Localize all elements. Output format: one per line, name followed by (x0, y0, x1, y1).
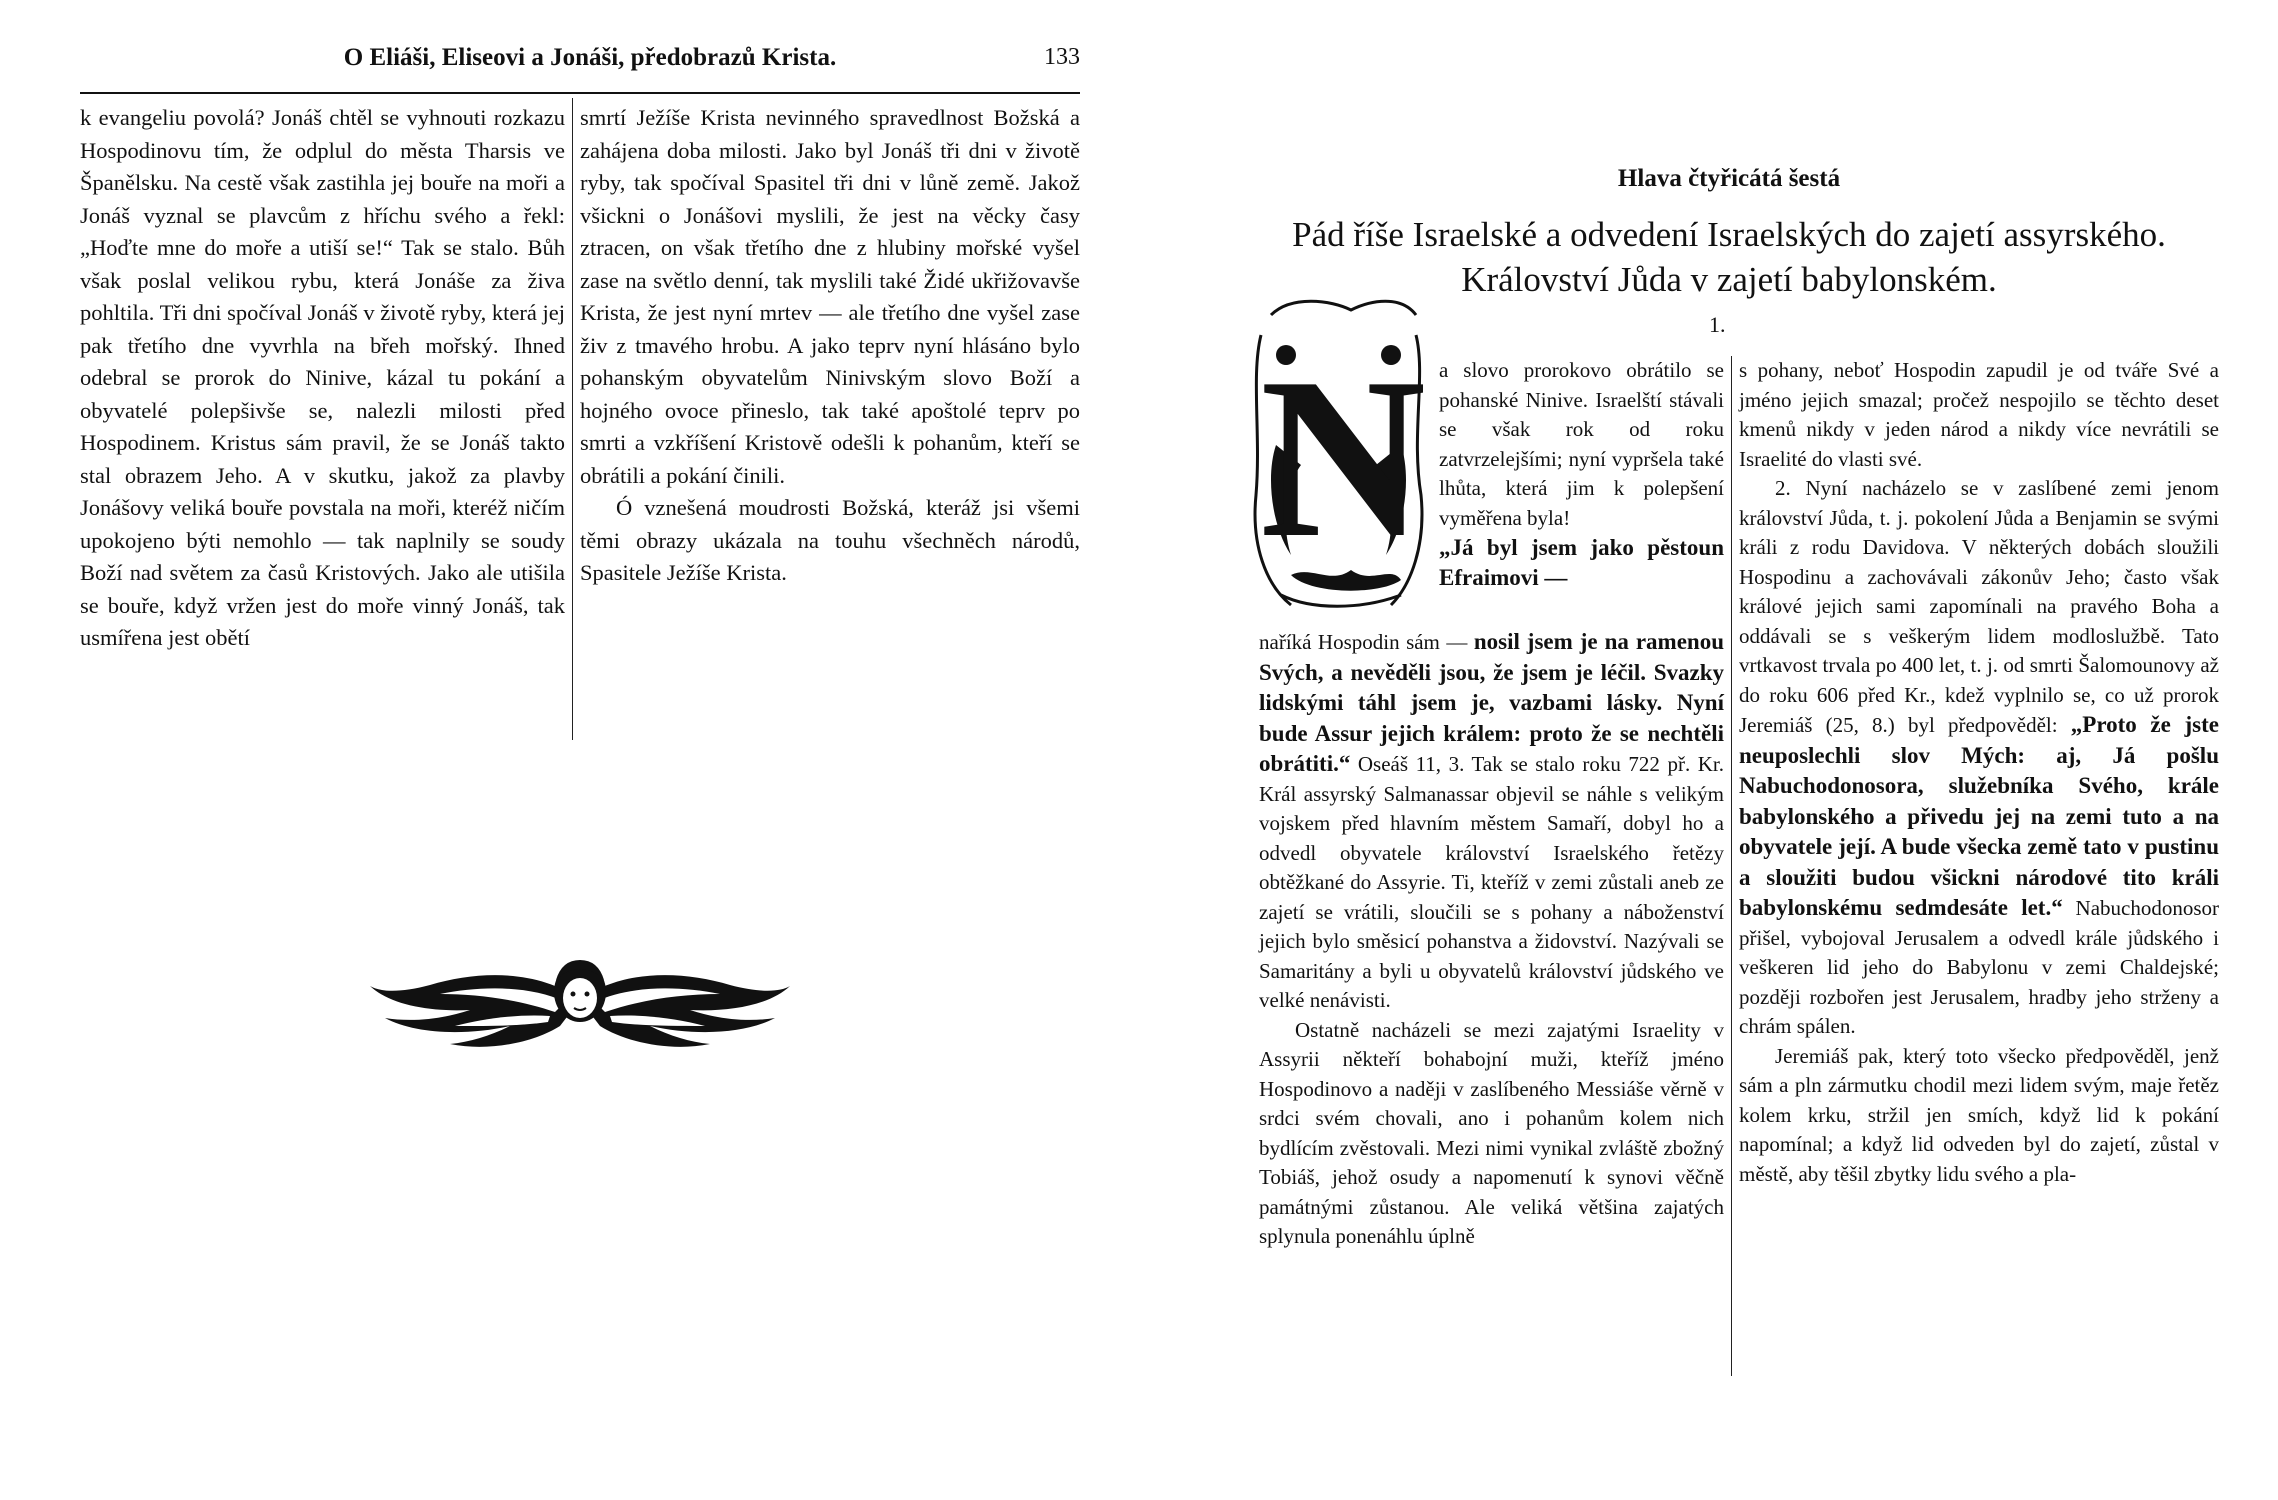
winged-cherub-ornament-icon (370, 930, 790, 1060)
header-rule (80, 92, 1080, 94)
quote: nosil jsem je na ramenou Svých, a nevěděli jsou, že jsem je léčil. Svazky lidskými táhl jsem je, vazbami lásky. Nyní bude Assur jejich králem: proto že se nechtěli obrátiti.“ (1259, 629, 1724, 776)
paragraph: Ostatně nacházeli se mezi zajatými Israelity v Assyrii někteří bohabojní muži, kteříž jméno Hospodinovo a naději v zaslíbeného Messiáše věrně v srdci svém chovali, ano i pohanům kolem nich bydlícím zvěstovali. Mezi nimi vynikal zvláště zbožný Tobiáš, jehož osudy a napomenutí k synovi věčně památnými zůstanou. Ale veliká většina zajatých splynula ponenáhlu úplně (1259, 1017, 1724, 1248)
column-divider (572, 98, 573, 740)
right-column (1739, 356, 2219, 1189)
paragraph (1259, 627, 1724, 1016)
paragraph: s pohany, neboť Hospodin zapudil je od tváře Své a jméno jejich smazal; pročež nespojilo se těchto deset kmenů nikdy v jeden národ a nikdy více nevrátili se Israelité do vlasti své. (1739, 358, 2219, 471)
chapter-title-line-2: Království Jůda v zajetí babylonském. (1461, 260, 1997, 299)
quote: „Proto že jste neuposlechli slov Mých: aj, Já pošlu Nabuchodonosora, služebníka Svého, krále babylonského a přivedu jej na zemi tuto a na obyvatele její. A bude všecka země tato v pustinu a sloužiti budou všickni národové tito králi babylonskému sedmdesáte let.“ (1739, 712, 2219, 920)
quote: „Já byl jsem jako pěstoun Efraimovi — (1439, 535, 1724, 590)
paragraph: smrtí Ježíše Krista nevinného spravedlnost Božská a zahájena doba milosti. Jako byl Jonáš tři dni v životě ryby, tak spočíval Spasitel tři dni v lůně země. Jakož všickni o Jonášovi myslili, že jest na věcky časy ztracen, on však třetího dne z hlubiny mořské vyšel zase na světlo denní, tak myslili také Židé ukřižovavše Krista, že jest nyní mrtev — ale třetího dne vyšel zase živ z tmavého hrobu. A jako teprv nyní hlásáno bylo pohanským obyvatelům Ninivským slovo Boží a hojného ovoce přineslo, tak také apoštolé teprv po smrti a vzkříšení Kristově odešli k pohanům, kteří se obrátili a pokání činili. (580, 105, 1080, 488)
intro-text (1439, 356, 1724, 593)
initial-letter: N (1259, 330, 1426, 585)
page-number: 133 (1044, 44, 1080, 70)
chapter-title (1239, 212, 2219, 302)
text-span: Oseáš 11, 3. Tak se stalo roku 722 př. Kr. Král assyrský Salmanassar objevil se náhle s velikým vojskem před hlavním městem Samaří, dobyl ho a odvedl obyvatele království Israelského řetězy obtěžkané do Assyrie. Ti, kteříž v zemi zůstali aneb ze zajetí se vrátili, sloučili se s pohany a náboženství jejich bylo směsicí pohanstva a židovství. Nazývali se Samaritány a byli u obyvatelů království jůdského ve velké nenávisti. (1259, 752, 1724, 1012)
main-column (1259, 627, 1724, 1252)
text-span: 2. Nyní nacházelo se v zaslíbené zemi jenom království Jůda, t. j. pokolení Jůda a Benjamin se svými králi z rodu Davidova. V některých dobách sloužili Hospodinu a zachovávali zákonův Jeho; často však králové jejich sami zapomínali na pravého Boha a oddávali se s veškerým lidem modloslužbě. Tato vrtkavost trvala po 400 let, t. j. od smrti Šalomounovy až do roku 606 před Kr., kdež vyplnilo se, co už prorok Jeremiáš (25, 8.) byl předpověděl: (1739, 476, 2219, 737)
chapter-title-line-1: Pád říše Israelské a odvedení Israelských do zajetí assyrského. (1292, 215, 2166, 254)
running-head: O Eliáši, Eliseovi a Jonáši, předobrazů Krista. (343, 44, 837, 71)
left-column-1 (80, 102, 565, 655)
chapter-label: Hlava čtyřicátá šestá (1617, 165, 1841, 192)
text-span: Nabuchodonosor přišel, vybojoval Jerusalem a odvedl krále jůdského i veškeren lid jeho do Babylonu v zemi Chaldejské; později rozbořen jest Jerusalem, hradby jeho strženy a chrám spálen. (1739, 896, 2220, 1038)
paragraph: Jeremiáš pak, který toto všecko předpověděl, jenž sám a pln zármutku chodil mezi lidem svým, maje řetěz kolem krku, stržil jen smích, když lid k pokání napomínal; a když lid odveden byl do zajetí, zůstal v městě, aby těšil zbytky lidu svého a pla- (1739, 1043, 2219, 1186)
left-column-2 (580, 102, 1080, 590)
column-divider (1731, 356, 1732, 1376)
right-page (1139, 0, 2278, 1500)
paragraph (1739, 474, 2219, 1042)
section-number: 1. (1709, 312, 1726, 337)
paragraph: a slovo prorokovo obrátilo se pohanské Ninive. Israelští stávali se však rok od roku zatvrzelejšími; nyní vypršela také lhůta, která jim k polepšení vyměřena byla! (1439, 358, 1724, 530)
paragraph: k evangeliu povolá? Jonáš chtěl se vyhnouti rozkazu Hospodinovu tím, že odplul do města Tharsis ve Španělsku. Na cestě však zastihla jej bouře na moři a Jonáš vyznal se plavcům z hříchu svého a řekl: „Hoďte mne do moře a utiší se!“ Tak se stalo. Bůh však poslal velikou rybu, která Jonáše za živa pohltila. Tři dni spočíval Jonáš v životě ryby, která jej pak třetího dne vyvrhla na břeh mořský. Ihned odebral se prorok do Ninive, kázal tu pokání a obyvatelé polepšivše se, nalezli milosti před Hospodinem. Kristus sám pravil, že se Jonáš takto stal obrazem Jeho. A v skutku, jakož za plavby Jonášovy veliká bouře povstala na moři, kteréž ničím upokojeno býti nemohlo — tak naplnily se soudy Boží nad světem za časů Kristových. Jako ale utišila se bouře, když vržen jest do moře vinný Jonáš, tak usmířena jest obětí (80, 105, 565, 650)
page-header (270, 44, 1080, 84)
paragraph: Ó vznešená moudrosti Božská, kteráž jsi všemi těmi obrazy ukázala na touhu všechněch národů, Spasitele Ježíše Krista. (580, 495, 1080, 585)
decorated-initial-icon (1251, 295, 1426, 615)
text-span: naříká Hospodin sám — (1259, 630, 1468, 654)
